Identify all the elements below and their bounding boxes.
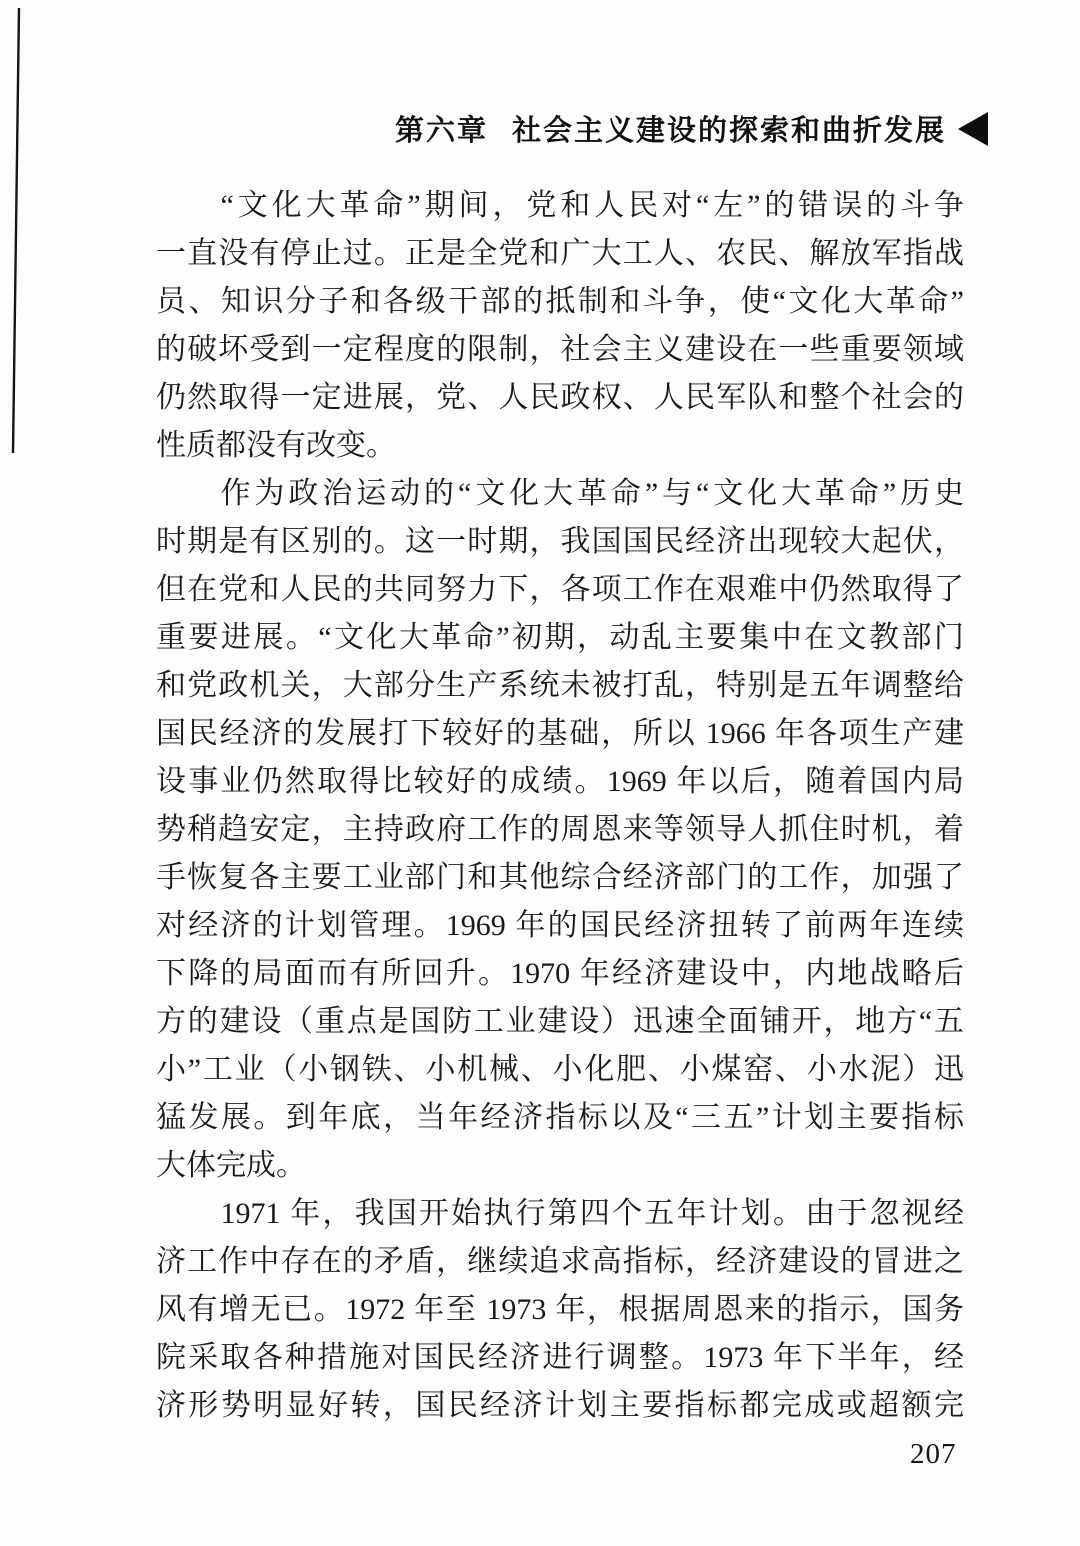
text-line: 作为政治运动的“文化大革命”与“文化大革命”历史 — [220, 477, 964, 510]
text-line: 性质都没有改变。 — [156, 429, 396, 462]
text-line: “文化大革命”期间，党和人民对“左”的错误的斗争 — [220, 189, 964, 222]
text-line: 大体完成。 — [156, 1149, 306, 1182]
text-line: 1971 年，我国开始执行第四个五年计划。由于忽视经 — [220, 1197, 964, 1230]
page-edge-line — [0, 0, 40, 470]
text-line: 方的建设（重点是国防工业建设）迅速全面铺开，地方“五 — [156, 1005, 964, 1038]
text-line: 对经济的计划管理。1969 年的国民经济扭转了前两年连续 — [156, 909, 964, 942]
text-line: 仍然取得一定进展，党、人民政权、人民军队和整个社会的 — [156, 381, 964, 414]
text-line: 小”工业（小钢铁、小机械、小化肥、小煤窑、小水泥）迅 — [156, 1053, 964, 1086]
text-line: 风有增无已。1972 年至 1973 年，根据周恩来的指示，国务 — [156, 1293, 964, 1326]
text-line: 的破坏受到一定程度的限制，社会主义建设在一些重要领域 — [156, 333, 964, 366]
text-line: 济工作中存在的矛盾，继续追求高指标，经济建设的冒进之 — [156, 1245, 964, 1278]
text-line: 时期是有区别的。这一时期，我国国民经济出现较大起伏， — [156, 525, 964, 558]
text-line: 势稍趋安定，主持政府工作的周恩来等领导人抓住时机，着 — [156, 813, 964, 846]
text-line: 下降的局面而有所回升。1970 年经济建设中，内地战略后 — [156, 957, 964, 990]
paragraph — [156, 1190, 964, 1430]
left-triangle-icon — [958, 112, 988, 146]
chapter-number-label: 第六章 — [394, 115, 488, 147]
text-line: 重要进展。“文化大革命”初期，动乱主要集中在文教部门 — [156, 621, 964, 654]
text-line: 设事业仍然取得比较好的成绩。1969 年以后，随着国内局 — [156, 765, 964, 798]
chapter-title: 社会主义建设的探索和曲折发展 — [511, 115, 946, 147]
text-line: 济形势明显好转，国民经济计划主要指标都完成或超额完 — [156, 1389, 964, 1422]
text-line: 国民经济的发展打下较好的基础，所以 1966 年各项生产建 — [156, 717, 964, 750]
text-line: 一直没有停止过。正是全党和广大工人、农民、解放军指战 — [156, 237, 964, 270]
text-line: 手恢复各主要工业部门和其他综合经济部门的工作，加强了 — [156, 861, 964, 894]
text-line: 猛发展。到年底，当年经济指标以及“三五”计划主要指标 — [156, 1101, 964, 1134]
page-number: 207 — [910, 1438, 957, 1470]
paragraph — [156, 470, 964, 1190]
text-line: 院采取各种措施对国民经济进行调整。1973 年下半年，经 — [156, 1341, 964, 1374]
text-line: 员、知识分子和各级干部的抵制和斗争，使“文化大革命” — [156, 285, 964, 318]
text-line: 但在党和人民的共同努力下，各项工作在艰难中仍然取得了 — [156, 573, 964, 606]
paragraph — [156, 182, 964, 470]
text-line: 和党政机关，大部分生产系统未被打乱，特别是五年调整给 — [156, 669, 964, 702]
page-body — [156, 182, 964, 1430]
running-header — [395, 108, 988, 149]
